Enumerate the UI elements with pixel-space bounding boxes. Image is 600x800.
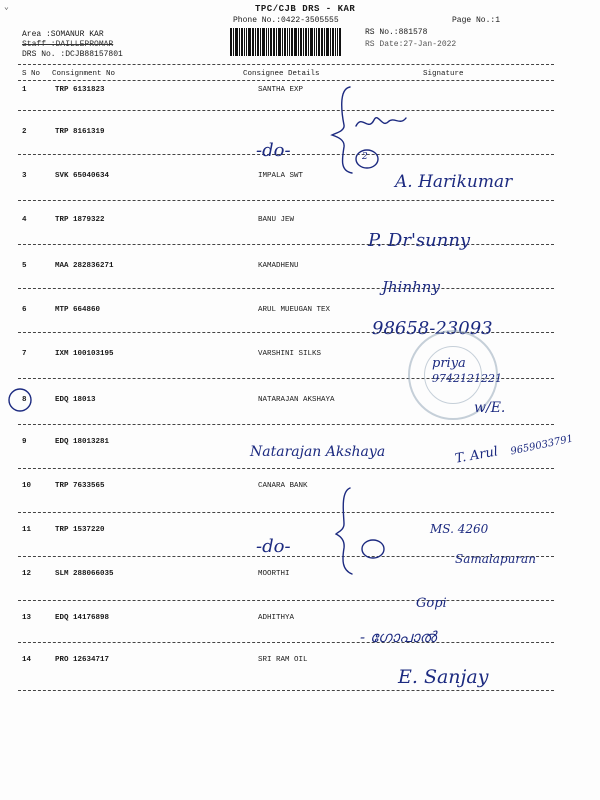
phone-row-7: 9742121221	[432, 372, 502, 385]
row-divider	[18, 200, 554, 201]
row-consignee-name: ADHITHYA	[258, 614, 295, 622]
row-consignment-number: EDQ 18013	[55, 396, 96, 404]
signature-row-9: T. Arul	[454, 444, 500, 467]
column-consignee: Consignee Details	[243, 70, 320, 78]
row-consignment-number: TRP 1879322	[55, 216, 105, 224]
column-sno: S No	[22, 70, 41, 78]
row-consignment-number: TRP 1537220	[55, 526, 105, 534]
phone-number: Phone No.:0422-3505555	[233, 16, 339, 25]
row-consignee-name: BANU JEW	[258, 216, 295, 224]
row-serial-number: 2	[22, 128, 27, 136]
row-consignment-number: SLM 288066035	[55, 570, 114, 578]
row-divider	[18, 512, 554, 513]
row-consignment-number: TRP 8161319	[55, 128, 105, 136]
signature-row-1	[352, 108, 412, 138]
signature-row-4: P. Dr'sunny	[368, 230, 471, 251]
row-divider	[18, 600, 554, 601]
row-consignment-number: MTP 664860	[55, 306, 101, 314]
row-serial-number: 7	[22, 350, 27, 358]
header-divider-top	[18, 64, 554, 65]
circled-mark-row-11	[360, 538, 386, 560]
row-divider	[18, 642, 554, 643]
row-consignee-name: CANARA BANK	[258, 482, 308, 490]
row-divider	[18, 244, 554, 245]
row-serial-number: 14	[22, 656, 32, 664]
row-divider	[18, 690, 554, 691]
signature-row-7: priya	[432, 356, 466, 371]
row-consignee-name: SANTHA EXP	[258, 86, 304, 94]
row-serial-number: 3	[22, 172, 27, 180]
rs-number: RS No.:881578	[365, 28, 428, 37]
name-row-9: Natarajan Akshaya	[250, 444, 386, 460]
row-consignee-name: KAMADHENU	[258, 262, 299, 270]
header-divider-bottom	[18, 80, 554, 81]
row-serial-number: 6	[22, 306, 27, 314]
row-consignment-number: PRO 12634717	[55, 656, 110, 664]
signature-row-12: Gopi	[416, 596, 447, 611]
phone-row-9: 9659033791	[509, 433, 575, 458]
signature-row-11-a: MS. 4260	[430, 522, 489, 536]
brace-rows-10-11	[334, 486, 374, 576]
row-consignment-number: EDQ 14176898	[55, 614, 110, 622]
row-consignee-name: NATARAJAN AKSHAYA	[258, 396, 335, 404]
sheet-title: TPC/CJB DRS - KAR	[255, 4, 356, 14]
signature-row-13: - ഗോപാൽ	[360, 628, 437, 646]
row-consignee-name: SRI RAM OIL	[258, 656, 308, 664]
row-serial-number: 12	[22, 570, 32, 578]
row-consignee-name: MOORTHI	[258, 570, 290, 578]
row-serial-number: 9	[22, 438, 27, 446]
row-serial-number: 1	[22, 86, 27, 94]
row-serial-number: 4	[22, 216, 27, 224]
note-row-8: w/E.	[474, 400, 506, 416]
row-serial-number: 13	[22, 614, 32, 622]
signature-row-5: Jhinhny	[382, 278, 440, 296]
row-consignment-number: SVK 65040634	[55, 172, 110, 180]
row-divider	[18, 424, 554, 425]
row-serial-number: 8	[22, 396, 27, 404]
row-serial-number: 5	[22, 262, 27, 270]
circle-row-8-number	[6, 386, 36, 414]
signature-row-3: A. Harikumar	[395, 172, 513, 192]
column-signature: Signature	[423, 70, 464, 78]
ditto-row-11: -do-	[256, 536, 291, 557]
page-number: Page No.:1	[452, 16, 501, 25]
row-consignment-number: TRP 6131823	[55, 86, 105, 94]
row-consignment-number: TRP 7633565	[55, 482, 105, 490]
row-consignment-number: EDQ 18013281	[55, 438, 110, 446]
phone-row-6: 98658-23093	[372, 318, 493, 339]
column-consignment: Consignment No	[52, 70, 116, 78]
row-consignment-number: MAA 282836271	[55, 262, 114, 270]
barcode	[230, 28, 360, 56]
circled-2-text: 2	[362, 152, 368, 162]
row-consignee-name: IMPALA SWT	[258, 172, 304, 180]
row-consignee-name: VARSHINI SILKS	[258, 350, 322, 358]
row-divider	[18, 110, 554, 111]
row-serial-number: 10	[22, 482, 32, 490]
row-divider	[18, 468, 554, 469]
signature-row-14: E. Sanjay	[398, 666, 489, 688]
drs-number: DRS No. :DCJB88157801	[22, 50, 123, 59]
staff-label: Staff :DAILLEPROMAR	[22, 40, 114, 49]
row-consignment-number: IXM 100103195	[55, 350, 114, 358]
signature-row-11-b: Samalapuran	[455, 552, 536, 566]
row-serial-number: 11	[22, 526, 32, 534]
corner-mark: ⌄	[4, 3, 9, 12]
row-consignee-name: ARUL MUEUGAN TEX	[258, 306, 331, 314]
row-divider	[18, 288, 554, 289]
area-label: Area :SOMANUR KAR	[22, 30, 104, 39]
ditto-row-2: -do-	[256, 140, 291, 161]
rs-date: RS Date:27-Jan-2022	[365, 40, 457, 49]
